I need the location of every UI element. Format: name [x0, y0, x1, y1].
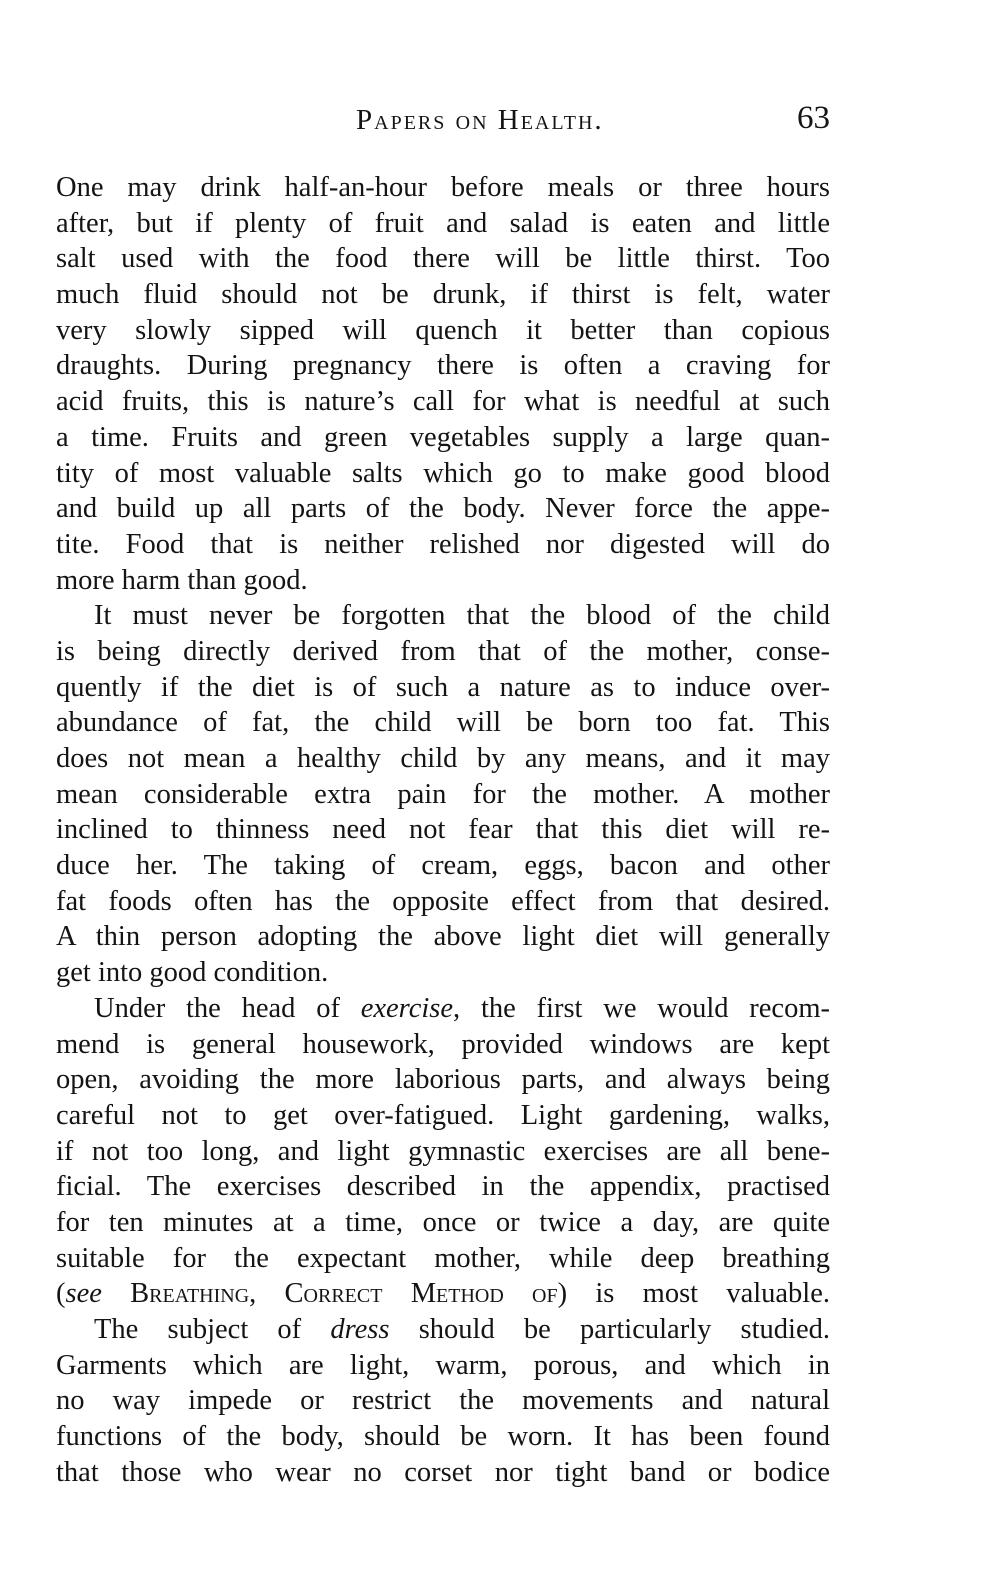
text-line: for ten minutes at a time, once or twice a day, are quite — [56, 1206, 830, 1238]
running-head — [56, 100, 830, 144]
text-line: fat foods often has the opposite effect from that desired. — [56, 885, 830, 917]
text-line — [56, 991, 830, 1027]
paragraph-blood-of-child — [56, 598, 830, 991]
page-number: 63 — [797, 100, 830, 136]
text-line: abundance of fat, the child will be born too fat. This — [56, 707, 830, 739]
text-line: get into good condition. — [56, 957, 329, 989]
emphasis-see: see — [65, 1278, 102, 1310]
text-line: if not too long, and light gymnastic exercises are all bene- — [56, 1135, 830, 1167]
text-run: ( — [56, 1278, 66, 1310]
text-line: very slowly sipped will quench it better than copious — [56, 314, 830, 346]
paragraph-diet-thirst — [56, 170, 830, 598]
text-line: careful not to get over-fatigued. Light gardening, walks, — [56, 1099, 830, 1131]
text-line: more harm than good. — [56, 564, 308, 596]
text-line: after, but if plenty of fruit and salad is eaten and little — [56, 207, 830, 239]
text-line — [56, 1312, 830, 1348]
text-line: suitable for the expectant mother, while deep breathing — [56, 1242, 830, 1274]
text-line: functions of the body, should be worn. It has been found — [56, 1421, 830, 1453]
paragraph-dress — [56, 1312, 830, 1490]
text-line: tity of most valuable salts which go to make good blood — [56, 457, 830, 489]
text-line: inclined to thinness need not fear that this diet will re- — [56, 814, 830, 846]
text-line: open, avoiding the more laborious parts, and always being — [56, 1064, 830, 1096]
text-run: Under the head of — [94, 992, 361, 1024]
text-run: should be particularly studied. — [389, 1314, 831, 1345]
emphasis-dress: dress — [330, 1314, 390, 1345]
text-line: and build up all parts of the body. Never force the appe- — [56, 493, 830, 525]
text-line: It must never be forgotten that the blood of the child — [94, 600, 830, 632]
body-text — [56, 170, 830, 1490]
text-line: quently if the diet is of such a nature as to induce over- — [56, 671, 830, 703]
text-run: The subject of — [94, 1314, 331, 1345]
text-line: mend is general housework, provided windows are kept — [56, 1028, 830, 1060]
text-line: no way impede or restrict the movements and natural — [56, 1385, 830, 1417]
text-line: much fluid should not be drunk, if thirst is felt, water — [56, 279, 830, 311]
text-run: ) is most valuable. — [557, 1278, 831, 1310]
text-line: A thin person adopting the above light diet will generally — [56, 921, 830, 953]
paragraph-exercise — [56, 991, 830, 1312]
text-line — [56, 1276, 830, 1312]
cross-reference: Breathing, Correct Method of — [101, 1278, 558, 1310]
text-line: One may drink half-an-hour before meals or three hours — [56, 172, 830, 203]
text-line: a time. Fruits and green vegetables supply a large quan- — [56, 421, 830, 453]
text-run: , the first we would recom- — [453, 992, 830, 1024]
text-line: does not mean a healthy child by any means, and it may — [56, 743, 830, 774]
text-line: tite. Food that is neither relished nor digested will do — [56, 528, 830, 560]
text-line: ficial. The exercises described in the appendix, practised — [56, 1171, 830, 1203]
text-line: mean considerable extra pain for the mother. A mother — [56, 778, 830, 810]
text-line: that those who wear no corset nor tight band or bodice — [56, 1456, 830, 1488]
text-line: duce her. The taking of cream, eggs, bacon and other — [56, 850, 830, 882]
text-line: Garments which are light, warm, porous, and which in — [56, 1349, 830, 1381]
text-line: is being directly derived from that of the mother, conse- — [56, 635, 830, 667]
emphasis-exercise: exercise — [360, 992, 454, 1024]
text-line: salt used with the food there will be little thirst. Too — [56, 243, 830, 275]
running-title: Papers on Health. — [356, 104, 604, 136]
text-line: draughts. During pregnancy there is often a craving for — [56, 350, 830, 382]
text-line: acid fruits, this is nature’s call for what is needful at such — [56, 386, 830, 418]
